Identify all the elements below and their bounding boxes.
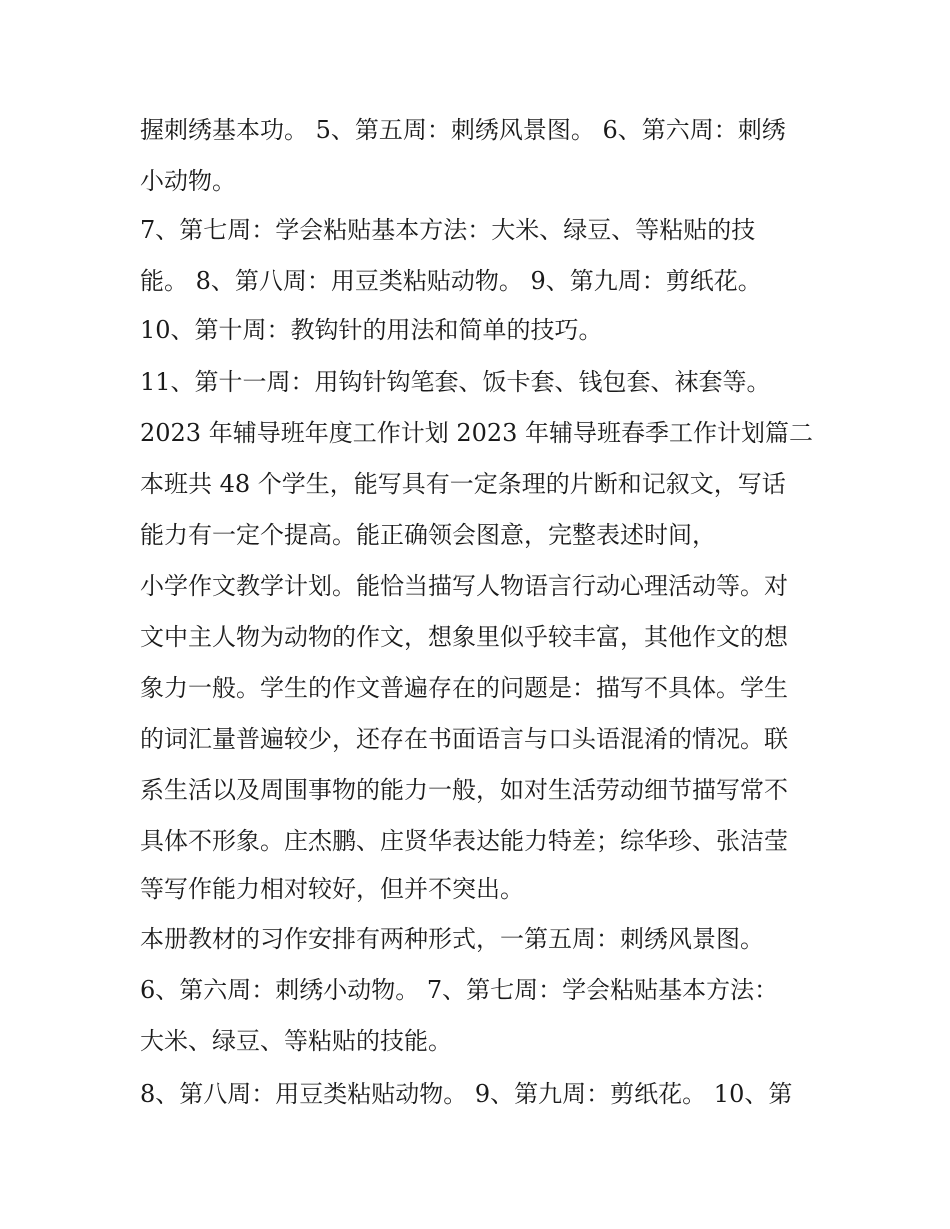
text-line: 小动物。 [140, 167, 236, 195]
text-line: 6、第六周：刺绣小动物。 7、第七周：学会粘贴基本方法： [140, 976, 779, 1004]
text-line: 7、第七周：学会粘贴基本方法：大米、绿豆、等粘贴的技 [140, 216, 756, 244]
text-line: 等写作能力相对较好，但并不突出。 [140, 875, 524, 903]
text-line: 能。 8、第八周：用豆类粘贴动物。 9、第九周：剪纸花。 [140, 267, 762, 295]
text-line: 8、第八周：用豆类粘贴动物。 9、第九周：剪纸花。 10、第 [140, 1080, 793, 1108]
text-line: 文中主人物为动物的作文，想象里似乎较丰富，其他作文的想 [140, 623, 788, 651]
text-line: 握刺绣基本功。 5、第五周：刺绣风景图。 6、第六周：刺绣 [140, 116, 786, 144]
text-line: 象力一般。学生的作文普遍存在的问题是：描写不具体。学生 [140, 674, 788, 702]
text-line: 系生活以及周围事物的能力一般，如对生活劳动细节描写常不 [140, 776, 788, 804]
text-line: 大米、绿豆、等粘贴的技能。 [140, 1027, 452, 1055]
text-line: 具体不形象。庄杰鹏、庄贤华表达能力特差；综华珍、张洁莹 [140, 827, 788, 855]
text-line: 11、第十一周：用钩针钩笔套、饭卡套、钱包套、袜套等。 [140, 368, 771, 396]
text-line: 10、第十周：教钩针的用法和简单的技巧。 [140, 316, 603, 344]
text-line: 小学作文教学计划。能恰当描写人物语言行动心理活动等。对 [140, 572, 788, 600]
text-line: 能力有一定个提高。能正确领会图意，完整表述时间， [140, 521, 716, 549]
text-line: 的词汇量普遍较少，还存在书面语言与口头语混淆的情况。联 [140, 725, 788, 753]
text-line: 本册教材的习作安排有两种形式，一第五周：刺绣风景图。 [140, 925, 764, 953]
text-line: 2023 年辅导班年度工作计划 2023 年辅导班春季工作计划篇二 [140, 419, 814, 447]
text-line: 本班共 48 个学生，能写具有一定条理的片断和记叙文，写话 [140, 470, 786, 498]
